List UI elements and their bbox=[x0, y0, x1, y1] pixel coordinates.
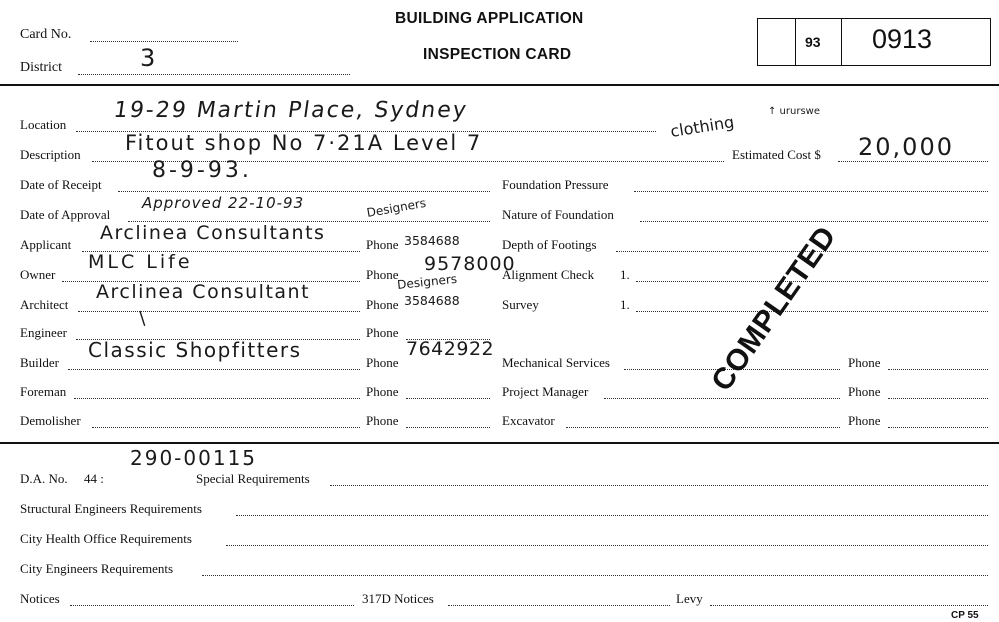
district-label: District bbox=[20, 60, 62, 75]
applicant-value: Arclinea Consultants bbox=[100, 222, 326, 244]
completed-stamp: COMPLETED bbox=[705, 220, 843, 398]
excavator-phone-label: Phone bbox=[848, 413, 881, 428]
header-rule bbox=[0, 84, 999, 86]
builder-phone-label: Phone bbox=[366, 355, 399, 370]
da-prefix: 44 : bbox=[84, 471, 104, 486]
card-year: 93 bbox=[805, 34, 821, 50]
architect-label: Architect bbox=[20, 297, 69, 312]
applicant-phone-label: Phone bbox=[366, 237, 399, 252]
health-label: City Health Office Requirements bbox=[20, 531, 192, 546]
engineer-phone-label: Phone bbox=[366, 325, 399, 340]
card-no-label: Card No. bbox=[20, 27, 72, 42]
description-value: Fitout shop No 7·21A Level 7 bbox=[125, 131, 483, 155]
location-value: 19-29 Martin Place, Sydney bbox=[112, 98, 470, 123]
builder-value: Classic Shopfitters bbox=[88, 338, 302, 362]
estimated-cost-label: Estimated Cost $ bbox=[732, 147, 821, 162]
date-approval-label: Date of Approval bbox=[20, 207, 111, 222]
date-receipt-value: 8-9-93. bbox=[152, 158, 252, 183]
special-requirements-label: Special Requirements bbox=[196, 471, 310, 486]
notices-label: Notices bbox=[20, 591, 60, 606]
foreman-phone-label: Phone bbox=[366, 384, 399, 399]
depth-footings-label: Depth of Footings bbox=[502, 237, 597, 252]
description-label: Description bbox=[20, 147, 81, 162]
mechanical-phone-label: Phone bbox=[848, 355, 881, 370]
builder-phone-value: 7642922 bbox=[406, 338, 495, 360]
owner-label: Owner bbox=[20, 267, 56, 282]
project-manager-label: Project Manager bbox=[502, 384, 589, 399]
owner-phone-label: Phone bbox=[366, 267, 399, 282]
middle-rule bbox=[0, 442, 999, 444]
owner-value: MLC Life bbox=[88, 251, 193, 273]
date-approval-value: Approved 22-10-93 bbox=[142, 194, 305, 212]
demolisher-label: Demolisher bbox=[20, 413, 81, 428]
alignment-check-label: Alignment Check bbox=[502, 267, 595, 282]
da-no-value: 290-00115 bbox=[130, 446, 258, 470]
architect-phone-value: 3584688 bbox=[404, 293, 460, 308]
foreman-label: Foreman bbox=[20, 384, 67, 399]
notices-317d-label: 317D Notices bbox=[362, 591, 434, 606]
project-manager-phone-label: Phone bbox=[848, 384, 881, 399]
title-line-2: INSPECTION CARD bbox=[423, 46, 572, 63]
alignment-check-1: 1. bbox=[620, 267, 630, 282]
architect-note: Designers bbox=[396, 271, 458, 292]
card-no-line bbox=[90, 41, 238, 42]
applicant-note: Designers bbox=[365, 195, 428, 220]
title-line-1: BUILDING APPLICATION bbox=[395, 10, 584, 27]
architect-value: Arclinea Consultant bbox=[96, 281, 311, 303]
engineer-label: Engineer bbox=[20, 325, 67, 340]
applicant-label: Applicant bbox=[20, 237, 72, 252]
form-code: CP 55 bbox=[951, 610, 979, 621]
nature-foundation-label: Nature of Foundation bbox=[502, 207, 614, 222]
description-note: clothing bbox=[669, 112, 736, 141]
foundation-pressure-label: Foundation Pressure bbox=[502, 177, 609, 192]
city-engineers-label: City Engineers Requirements bbox=[20, 561, 174, 576]
levy-label: Levy bbox=[676, 591, 703, 606]
location-note: ↑ ururswe bbox=[768, 106, 820, 117]
engineer-mark: / bbox=[133, 308, 151, 329]
excavator-label: Excavator bbox=[502, 413, 555, 428]
estimated-cost-value: 20,000 bbox=[858, 133, 954, 161]
da-no-label: D.A. No. bbox=[20, 471, 68, 486]
builder-label: Builder bbox=[20, 355, 59, 370]
survey-label: Survey bbox=[502, 297, 539, 312]
mechanical-services-label: Mechanical Services bbox=[502, 355, 610, 370]
owner-phone-value: 9578000 bbox=[424, 253, 516, 275]
district-line bbox=[78, 74, 350, 75]
location-label: Location bbox=[20, 117, 67, 132]
architect-phone-label: Phone bbox=[366, 297, 399, 312]
date-receipt-label: Date of Receipt bbox=[20, 177, 102, 192]
district-value: 3 bbox=[140, 44, 156, 72]
structural-label: Structural Engineers Requirements bbox=[20, 501, 202, 516]
applicant-phone-value: 3584688 bbox=[404, 233, 460, 248]
demolisher-phone-label: Phone bbox=[366, 413, 399, 428]
survey-1: 1. bbox=[620, 297, 630, 312]
card-number: 0913 bbox=[872, 24, 933, 54]
